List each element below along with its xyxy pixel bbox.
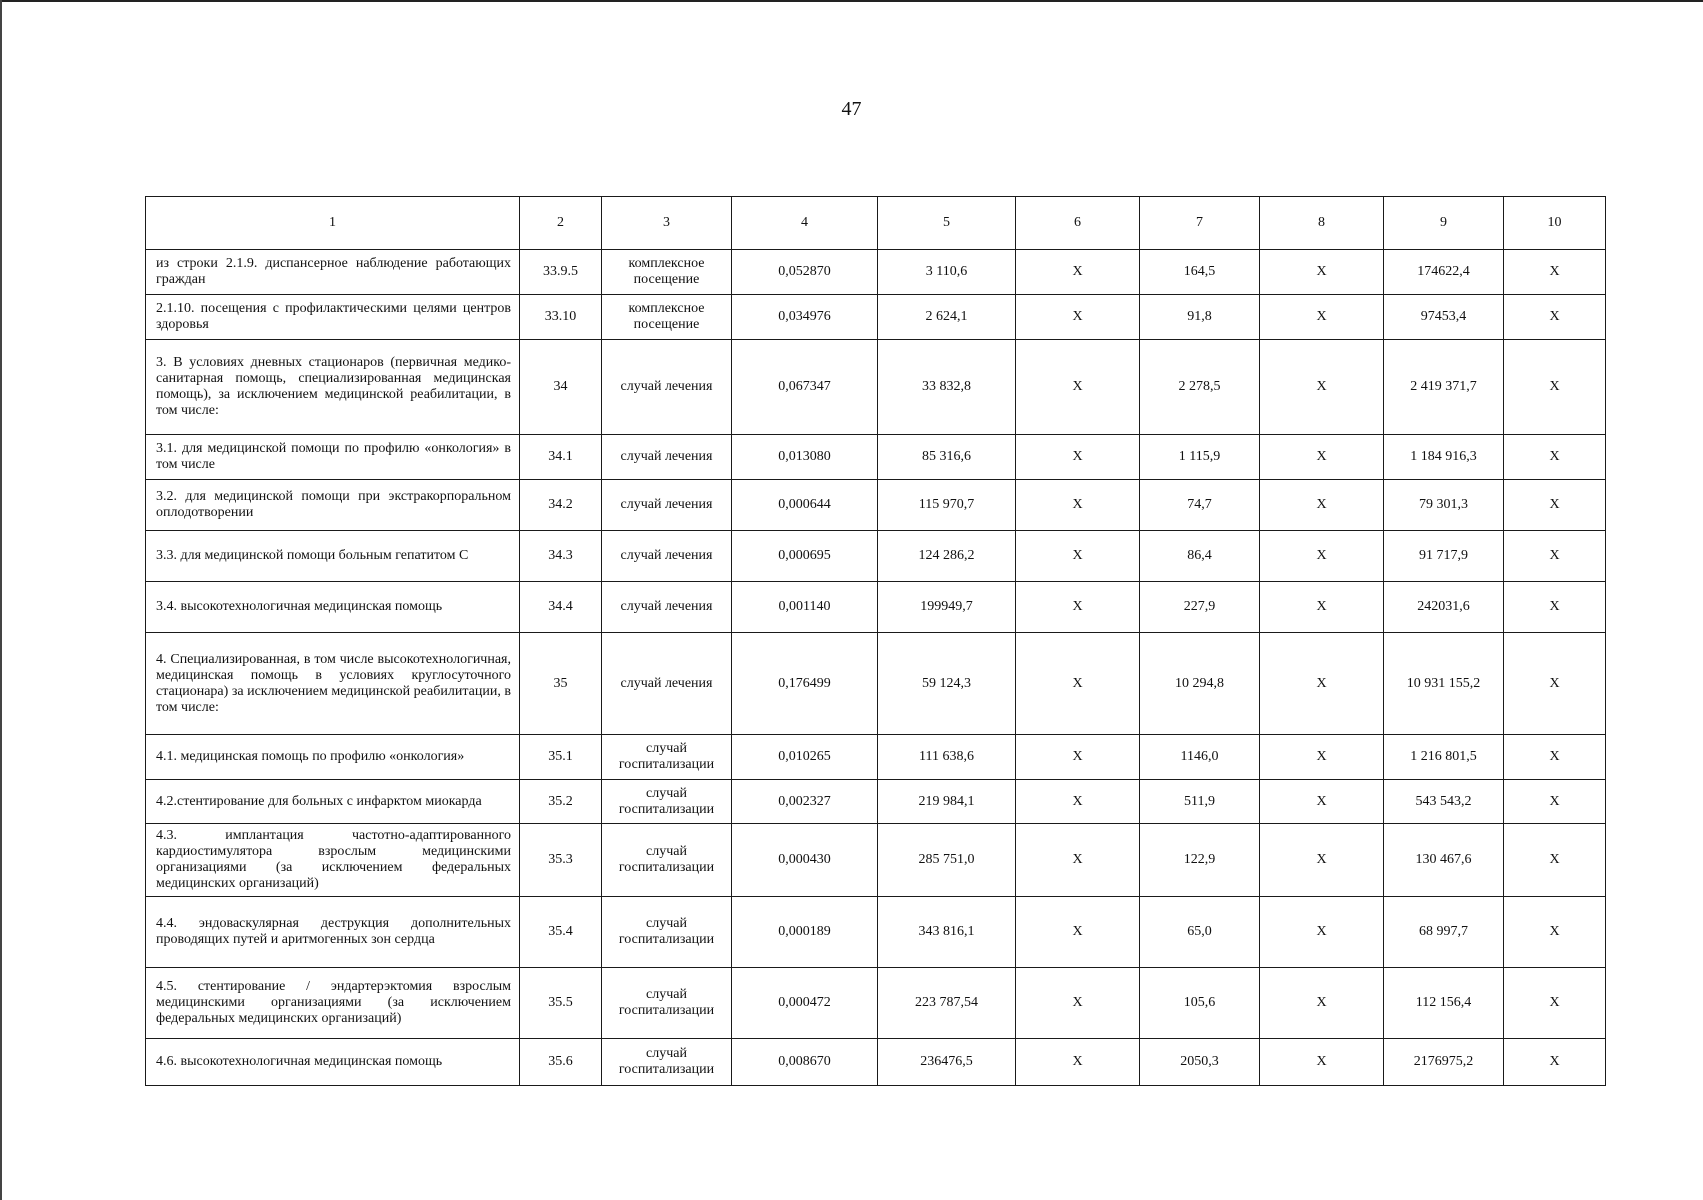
cell-col4: 0,013080 [732,435,878,480]
cell-col6: Х [1016,250,1140,295]
cell-col6: Х [1016,1039,1140,1086]
table-row [146,340,1606,435]
row-unit: случай лечения [602,435,732,480]
cell-col8: Х [1260,480,1384,531]
cell-col8: Х [1260,824,1384,897]
cell-col5: 199949,7 [878,582,1016,633]
row-description: 2.1.10. посещения с профилактическими целями центров здоровья [146,295,520,340]
row-description: 4. Специализированная, в том числе высокотехнологичная, медицинская помощь в условиях круглосуточного стационара) за исключением медицинской реабилитации, в том числе: [146,633,520,735]
row-unit: случай лечения [602,340,732,435]
table-row [146,480,1606,531]
cell-col6: Х [1016,897,1140,968]
table-row [146,531,1606,582]
cell-col9: 543 543,2 [1384,780,1504,824]
cell-col6: Х [1016,340,1140,435]
cell-col6: Х [1016,735,1140,780]
cell-col6: Х [1016,435,1140,480]
cell-col6: Х [1016,531,1140,582]
cell-col4: 0,034976 [732,295,878,340]
cell-col4: 0,000644 [732,480,878,531]
cell-col5: 223 787,54 [878,968,1016,1039]
row-description: 3.3. для медицинской помощи больным гепатитом С [146,531,520,582]
cell-col9: 1 216 801,5 [1384,735,1504,780]
column-header: 7 [1140,197,1260,250]
cell-col9: 68 997,7 [1384,897,1504,968]
cell-col6: Х [1016,968,1140,1039]
row-code: 33.10 [520,295,602,340]
cell-col9: 174622,4 [1384,250,1504,295]
cell-col10: Х [1504,480,1606,531]
table-row [146,968,1606,1039]
cell-col10: Х [1504,968,1606,1039]
cell-col6: Х [1016,633,1140,735]
cell-col10: Х [1504,531,1606,582]
row-unit: случай госпитализации [602,824,732,897]
cell-col4: 0,000472 [732,968,878,1039]
cell-col7: 10 294,8 [1140,633,1260,735]
row-unit: комплексное посещение [602,250,732,295]
cell-col10: Х [1504,897,1606,968]
row-description: 3.2. для медицинской помощи при экстракорпоральном оплодотворении [146,480,520,531]
page-number: 47 [841,98,862,120]
row-unit: случай госпитализации [602,968,732,1039]
cell-col9: 2 419 371,7 [1384,340,1504,435]
cell-col5: 285 751,0 [878,824,1016,897]
cell-col10: Х [1504,780,1606,824]
table-row [146,780,1606,824]
cell-col10: Х [1504,824,1606,897]
row-code: 33.9.5 [520,250,602,295]
cell-col10: Х [1504,250,1606,295]
cell-col6: Х [1016,480,1140,531]
row-code: 35.5 [520,968,602,1039]
table-row [146,435,1606,480]
cell-col8: Х [1260,897,1384,968]
row-unit: случай госпитализации [602,735,732,780]
cell-col4: 0,010265 [732,735,878,780]
column-header: 3 [602,197,732,250]
column-header: 1 [146,197,520,250]
table-row [146,897,1606,968]
cell-col10: Х [1504,582,1606,633]
cell-col7: 1146,0 [1140,735,1260,780]
table-row [146,633,1606,735]
cell-col6: Х [1016,780,1140,824]
cell-col5: 3 110,6 [878,250,1016,295]
cell-col5: 33 832,8 [878,340,1016,435]
cell-col9: 97453,4 [1384,295,1504,340]
data-table [145,196,1606,1086]
table-row [146,582,1606,633]
row-code: 34.3 [520,531,602,582]
row-description: 4.2.стентирование для больных с инфарктом миокарда [146,780,520,824]
row-description: 4.4. эндоваскулярная деструкция дополнительных проводящих путей и аритмогенных зон сердца [146,897,520,968]
cell-col7: 86,4 [1140,531,1260,582]
row-description: 3.1. для медицинской помощи по профилю «онкология» в том числе [146,435,520,480]
row-code: 35.3 [520,824,602,897]
row-code: 34.2 [520,480,602,531]
cell-col8: Х [1260,968,1384,1039]
cell-col6: Х [1016,582,1140,633]
cell-col9: 79 301,3 [1384,480,1504,531]
cell-col8: Х [1260,780,1384,824]
column-header: 10 [1504,197,1606,250]
row-unit: случай лечения [602,531,732,582]
column-header: 5 [878,197,1016,250]
cell-col8: Х [1260,633,1384,735]
cell-col10: Х [1504,1039,1606,1086]
cell-col8: Х [1260,435,1384,480]
row-unit: случай лечения [602,480,732,531]
cell-col7: 122,9 [1140,824,1260,897]
column-header: 4 [732,197,878,250]
cell-col7: 511,9 [1140,780,1260,824]
row-code: 35.2 [520,780,602,824]
table-row [146,824,1606,897]
cell-col7: 91,8 [1140,295,1260,340]
column-header: 2 [520,197,602,250]
cell-col9: 10 931 155,2 [1384,633,1504,735]
cell-col9: 1 184 916,3 [1384,435,1504,480]
cell-col4: 0,052870 [732,250,878,295]
row-unit: случай госпитализации [602,897,732,968]
row-code: 35.4 [520,897,602,968]
cell-col8: Х [1260,250,1384,295]
cell-col8: Х [1260,340,1384,435]
row-unit: случай лечения [602,633,732,735]
cell-col5: 124 286,2 [878,531,1016,582]
cell-col5: 115 970,7 [878,480,1016,531]
cell-col8: Х [1260,1039,1384,1086]
table-row [146,250,1606,295]
row-unit: случай госпитализации [602,1039,732,1086]
cell-col4: 0,067347 [732,340,878,435]
cell-col8: Х [1260,582,1384,633]
cell-col4: 0,000189 [732,897,878,968]
row-description: 3. В условиях дневных стационаров (первичная медико-санитарная помощь, специализированная медицинская помощь), за исключением медицинской реабилитации, в том числе: [146,340,520,435]
table-container [145,196,1605,1086]
cell-col4: 0,000695 [732,531,878,582]
row-code: 34.1 [520,435,602,480]
cell-col9: 242031,6 [1384,582,1504,633]
row-code: 35.6 [520,1039,602,1086]
row-description: 3.4. высокотехнологичная медицинская помощь [146,582,520,633]
cell-col10: Х [1504,295,1606,340]
table-row [146,295,1606,340]
cell-col5: 343 816,1 [878,897,1016,968]
cell-col7: 2050,3 [1140,1039,1260,1086]
cell-col4: 0,001140 [732,582,878,633]
table-row [146,1039,1606,1086]
cell-col9: 91 717,9 [1384,531,1504,582]
cell-col9: 2176975,2 [1384,1039,1504,1086]
cell-col7: 1 115,9 [1140,435,1260,480]
cell-col7: 2 278,5 [1140,340,1260,435]
cell-col8: Х [1260,735,1384,780]
cell-col5: 85 316,6 [878,435,1016,480]
cell-col10: Х [1504,340,1606,435]
cell-col4: 0,176499 [732,633,878,735]
table-row [146,735,1606,780]
cell-col7: 74,7 [1140,480,1260,531]
row-description: 4.1. медицинская помощь по профилю «онкология» [146,735,520,780]
row-unit: случай госпитализации [602,780,732,824]
column-header: 9 [1384,197,1504,250]
cell-col8: Х [1260,295,1384,340]
row-code: 35.1 [520,735,602,780]
scan-left-edge [0,0,2,1200]
cell-col5: 59 124,3 [878,633,1016,735]
cell-col4: 0,008670 [732,1039,878,1086]
cell-col5: 219 984,1 [878,780,1016,824]
row-code: 34 [520,340,602,435]
row-code: 35 [520,633,602,735]
cell-col9: 130 467,6 [1384,824,1504,897]
cell-col7: 105,6 [1140,968,1260,1039]
column-header: 8 [1260,197,1384,250]
scan-top-edge [0,0,1703,2]
cell-col7: 164,5 [1140,250,1260,295]
cell-col5: 111 638,6 [878,735,1016,780]
cell-col4: 0,002327 [732,780,878,824]
row-description: 4.3. имплантация частотно-адаптированного кардиостимулятора взрослым медицинскими организациями (за исключением федеральных медицинских организаций) [146,824,520,897]
cell-col10: Х [1504,435,1606,480]
row-code: 34.4 [520,582,602,633]
cell-col8: Х [1260,531,1384,582]
cell-col9: 112 156,4 [1384,968,1504,1039]
cell-col10: Х [1504,633,1606,735]
row-description: 4.5. стентирование / эндартерэктомия взрослым медицинскими организациями (за исключением федеральных медицинских организаций) [146,968,520,1039]
cell-col10: Х [1504,735,1606,780]
row-description: 4.6. высокотехнологичная медицинская помощь [146,1039,520,1086]
cell-col4: 0,000430 [732,824,878,897]
cell-col7: 65,0 [1140,897,1260,968]
header-row [146,197,1606,250]
cell-col7: 227,9 [1140,582,1260,633]
row-unit: случай лечения [602,582,732,633]
row-unit: комплексное посещение [602,295,732,340]
cell-col5: 2 624,1 [878,295,1016,340]
cell-col6: Х [1016,295,1140,340]
column-header: 6 [1016,197,1140,250]
cell-col5: 236476,5 [878,1039,1016,1086]
row-description: из строки 2.1.9. диспансерное наблюдение работающих граждан [146,250,520,295]
cell-col6: Х [1016,824,1140,897]
